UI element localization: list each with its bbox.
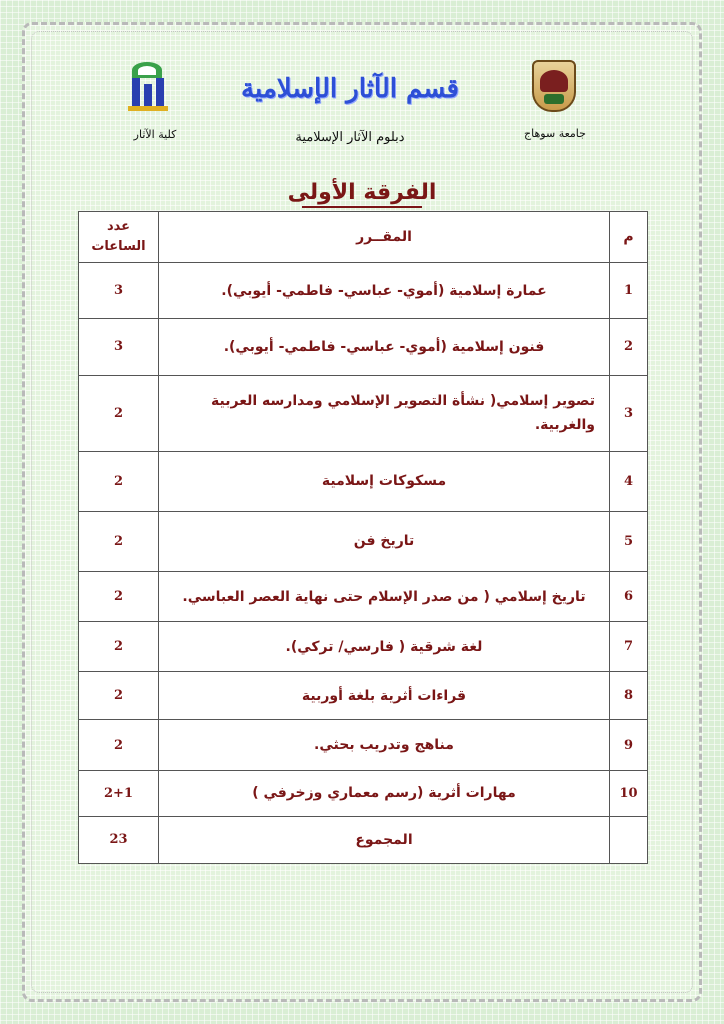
course-cell: مناهج وتدريب بحثي. (159, 720, 610, 770)
diploma-title: دبلوم الآثار الإسلامية (295, 130, 405, 145)
hours-cell: 3 (79, 319, 159, 375)
hours-cell: 2 (79, 720, 159, 770)
table-row (79, 319, 648, 375)
course-cell: فنون إسلامية (أموي- عباسي- فاطمي- أيوبي). (159, 319, 610, 375)
table-row (79, 263, 648, 319)
course-cell: تاريخ فن (159, 511, 610, 571)
table-row (79, 451, 648, 511)
total-label-cell: المجموع (159, 816, 610, 863)
hours-cell: 2 (79, 572, 159, 622)
header-hours-line2: الساعات (91, 239, 146, 255)
number-cell: 1 (610, 263, 648, 319)
table-row (79, 770, 648, 816)
section-title-text: الفرقة الأولى (287, 180, 437, 205)
hours-cell: 2+1 (79, 770, 159, 816)
course-cell: مهارات أثرية (رسم معماري وزخرفي ) (159, 770, 610, 816)
courses-table (78, 211, 648, 864)
course-cell: مسكوكات إسلامية (159, 451, 610, 511)
header-hours-line1: عدد (106, 219, 131, 235)
hours-cell: 3 (79, 263, 159, 319)
number-cell: 5 (610, 511, 648, 571)
course-cell: عمارة إسلامية (أموي- عباسي- فاطمي- أيوبي). (159, 263, 610, 319)
number-cell: 2 (610, 319, 648, 375)
header-course: المقــرر (159, 212, 610, 263)
total-row (79, 816, 648, 863)
number-cell: 6 (610, 572, 648, 622)
faculty-logo (128, 60, 168, 112)
number-cell: 9 (610, 720, 648, 770)
university-logo (532, 60, 576, 112)
university-name: جامعة سوهاج (524, 127, 586, 140)
table-row (79, 572, 648, 622)
total-hours-cell: 23 (79, 816, 159, 863)
total-empty-cell (610, 816, 648, 863)
number-cell: 10 (610, 770, 648, 816)
course-cell: لغة شرقية ( فارسي/ تركي). (159, 622, 610, 672)
section-title-underline (302, 206, 422, 208)
header-number: م (610, 212, 648, 263)
section-title (262, 180, 462, 205)
hours-cell: 2 (79, 622, 159, 672)
course-cell: قراءات أثرية بلغة أوربية (159, 672, 610, 720)
hours-cell: 2 (79, 451, 159, 511)
table-row (79, 511, 648, 571)
table-header-row (79, 212, 648, 263)
faculty-name: كلية الآثار (133, 128, 177, 141)
department-title: قسم الآثار الإسلامية (241, 74, 459, 104)
header-hours (79, 212, 159, 263)
table-row (79, 622, 648, 672)
course-cell: تصوير إسلامي( نشأة التصوير الإسلامي ومدارسه العربية والغربية. (159, 375, 610, 451)
hours-cell: 2 (79, 511, 159, 571)
hours-cell: 2 (79, 375, 159, 451)
number-cell: 7 (610, 622, 648, 672)
number-cell: 3 (610, 375, 648, 451)
hours-cell: 2 (79, 672, 159, 720)
table-row (79, 375, 648, 451)
table-row (79, 720, 648, 770)
number-cell: 8 (610, 672, 648, 720)
course-cell: تاريخ إسلامي ( من صدر الإسلام حتى نهاية العصر العباسي. (159, 572, 610, 622)
table-row (79, 672, 648, 720)
number-cell: 4 (610, 451, 648, 511)
